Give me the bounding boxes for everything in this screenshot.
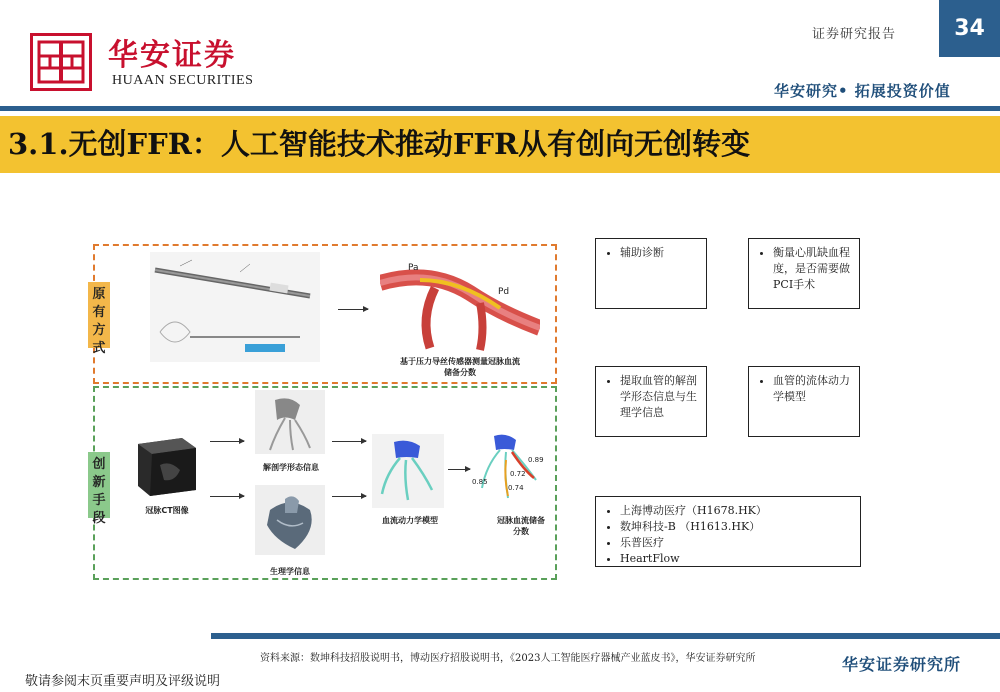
footer-brand: 华安证券研究所 [842, 655, 962, 674]
note-box-companies [595, 496, 861, 567]
section-title: 3.1.无创FFR：人工智能技术推动FFR从有创向无创转变 [8, 127, 751, 161]
arrow-icon [338, 309, 368, 310]
company-item: • 上海博动医疗（H1678.HK） [620, 503, 852, 519]
pd-label: Pd [498, 287, 510, 297]
ffr-value-4: 0.74 [508, 484, 524, 492]
ct-cube-image [130, 430, 202, 498]
anatomy-vessel-image [255, 390, 325, 454]
physiology-heart-image [255, 485, 325, 555]
pa-label: Pa [408, 263, 419, 273]
logo-english-name: HUAAN SECURITIES [112, 73, 254, 88]
ffr-value-2: 0.72 [510, 470, 526, 478]
pressure-wire-diagram [150, 252, 320, 362]
ffr-result-image [470, 430, 550, 510]
note-box-ischemia [748, 238, 860, 309]
artery-pressure-diagram [380, 258, 540, 353]
header-divider [0, 106, 1000, 111]
ffr-caption: 冠脉血流储备分数 [497, 516, 545, 536]
arrow-icon [332, 496, 366, 497]
footer-divider [211, 633, 1000, 639]
note-item: • 衡量心肌缺血程度，是否需要做PCI手术 [773, 245, 851, 293]
company-item: • 乐普医疗 [620, 535, 852, 551]
top-panel-label: 原有方式 [88, 282, 110, 348]
ct-caption: 冠脉CT图像 [145, 506, 189, 515]
ffr-value-1: 0.89 [528, 456, 544, 464]
note-item: • 提取血管的解剖学形态信息与生理学信息 [620, 373, 698, 421]
page-number: 34 [939, 0, 1000, 57]
top-panel-caption: 基于压力导丝传感器测量冠脉血流储备分数 [400, 357, 520, 377]
anatomy-caption: 解剖学形态信息 [263, 463, 319, 472]
hemodynamics-model-image [372, 434, 444, 508]
logo-emblem [30, 33, 92, 91]
ffr-value-3: 0.85 [472, 478, 488, 486]
bottom-panel-label: 创新手段 [88, 452, 110, 518]
note-box-fluid-model [748, 366, 860, 437]
note-item: • 血管的流体动力学模型 [773, 373, 851, 405]
logo-chinese-name: 华安证券 [108, 38, 236, 73]
note-item: • 辅助诊断 [620, 245, 698, 261]
source-note: 资料来源：数坤科技招股说明书，博动医疗招股说明书，《2023人工智能医疗器械产业蓝皮书》，华安证券研究所 [260, 653, 756, 664]
slogan: 华安研究• 拓展投资价值 [774, 82, 951, 100]
note-box-anatomy-info [595, 366, 707, 437]
arrow-icon [448, 469, 470, 470]
physiology-caption: 生理学信息 [270, 567, 310, 576]
disclaimer-link[interactable]: 敬请参阅末页重要声明及评级说明 [25, 674, 221, 689]
arrow-icon [210, 496, 244, 497]
company-item: • 数坤科技-B （H1613.HK） [620, 519, 852, 535]
arrow-icon [210, 441, 244, 442]
note-box-assist-diagnosis [595, 238, 707, 309]
report-type: 证券研究报告 [812, 27, 897, 42]
arrow-icon [332, 441, 366, 442]
logo-emblem-icon [33, 36, 89, 88]
company-item: • HeartFlow [620, 551, 852, 567]
hemodynamics-caption: 血流动力学模型 [382, 516, 438, 525]
